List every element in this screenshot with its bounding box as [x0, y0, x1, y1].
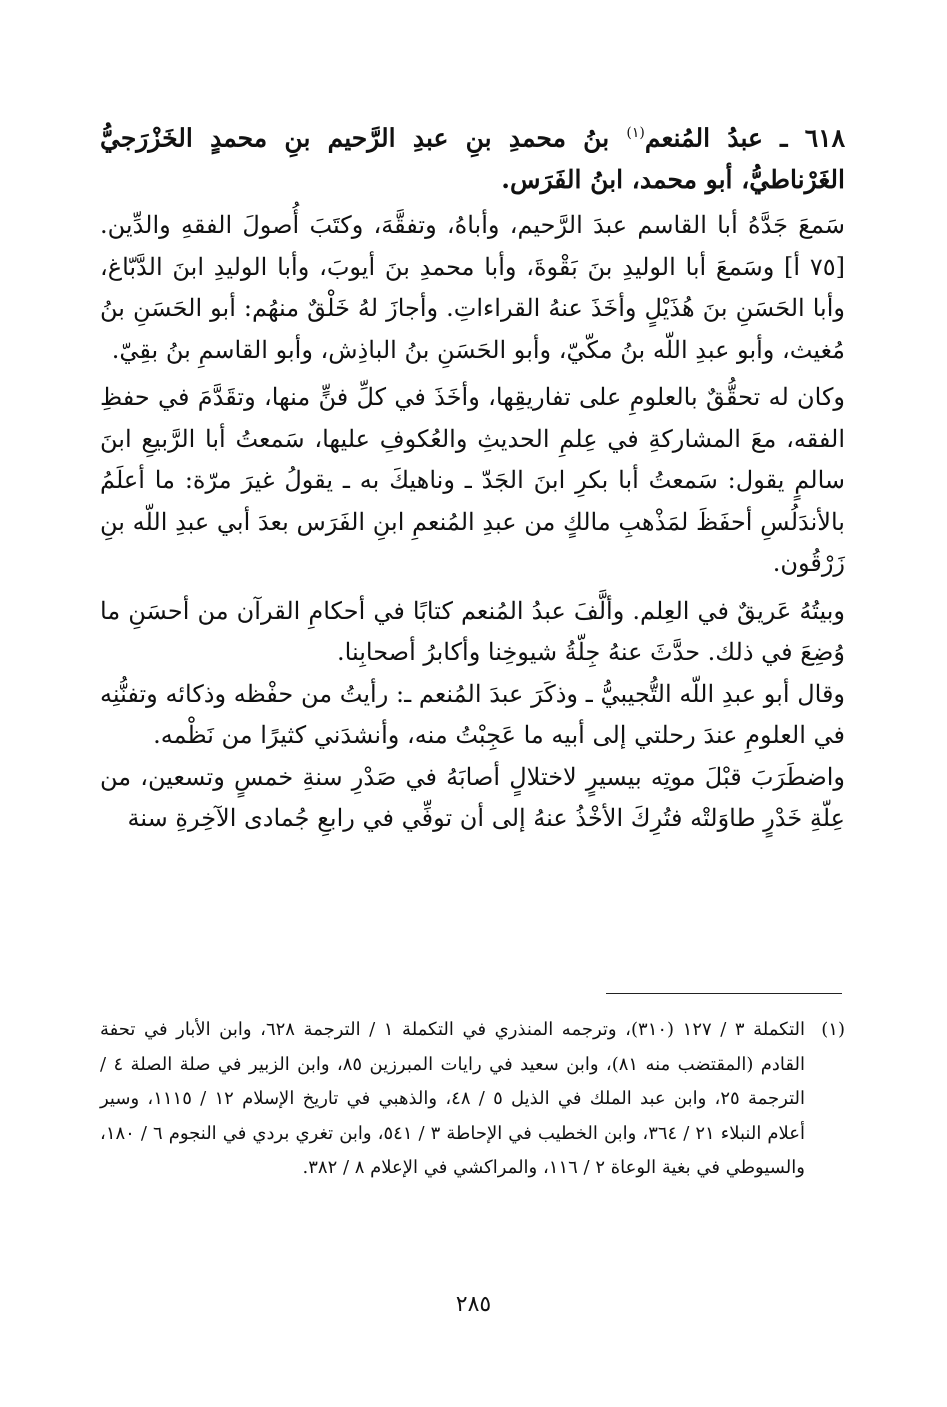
entry-dash: ـ — [762, 123, 805, 153]
entry-name-rest: بنُ محمدِ بنِ عبدِ الرَّحيم بنِ محمدٍ الخَزْرَجيُّ الغَرْناطيُّ، أبو محمد، ابنُ الفَرَس. — [100, 123, 845, 195]
entry-name: عبدُ المُنعم — [644, 123, 763, 153]
entry-number: ٦١٨ — [804, 123, 846, 153]
paragraph-2: وكان له تحقُّقٌ بالعلومِ على تفاريقِها، وأخَذَ في كلِّ فنٍّ منها، وتقَدَّمَ في حفظِ الفقه، معَ المشاركةِ في عِلمِ الحديثِ والعُكوفِ عليها، سَمعتُ أبا الرَّبيعِ ابنَ سالمٍ يقول: سَمعتُ أبا بكرِ ابنَ الجَدّ ـ وناهيكَ به ـ يقولُ غيرَ مرّة: ما أعلَمُ بالأندَلُسِ أحفَظَ لمَذْهبِ مالكٍ من عبدِ المُنعمِ ابنِ الفَرَس بعدَ أبي عبدِ اللّه بنِ زَرْقُون. — [100, 383, 845, 578]
footnote-number: (١) — [821, 1019, 845, 1040]
paragraph-5: واضطَرَبَ قبْلَ موتِه بيسيرٍ لاختلالٍ أصابَهُ في صَدْرِ سنةِ خمسٍ وتسعين، من عِلّةِ خَدْرٍ طاوَلتْه فتُرِكَ الأخْذُ عنهُ إلى أن توفِّي في رابعِ جُمادى الآخِرةِ سنة — [100, 762, 845, 833]
footnote-ref: (١) — [626, 125, 645, 141]
footnotes — [100, 1013, 845, 1186]
paragraph-1: سَمعَ جَدَّهُ أبا القاسم عبدَ الرَّحيم، وأباهُ، وتفقَّهَ، وكتَبَ أُصولَ الفقهِ والدِّين. [٧٥ أ] وسَمعَ أبا الوليدِ بنَ بَقْوةَ، وأبا محمدِ بنَ أيوبَ، وأبا الوليدِ ابنَ الدَّبّاغ، وأبا الحَسَنِ بنَ هُذَيْلٍ وأخَذَ عنهُ القراءاتِ. وأجازَ لهُ خَلْقٌ منهُم: أبو الحَسَنِ بنُ مُغيث، وأبو عبدِ اللّه بنُ مكّيّ، وأبو الحَسَنِ بنُ الباذِش، وأبو القاسمِ بنُ بقِيّ. — [100, 211, 845, 364]
footnote-divider — [606, 993, 842, 994]
entry-heading — [100, 112, 845, 201]
paragraph-3: وبيتُهُ عَريقٌ في العِلم. وألَّفَ عبدُ المُنعم كتابًا في أحكامِ القرآن من أحسَنِ ما وُضِعَ في ذلك. حدَّثَ عنهُ جِلّةُ شيوخِنا وأكابرُ أصحابِنا. — [100, 596, 845, 667]
footnote — [100, 1013, 845, 1186]
paragraph-4: وقال أبو عبدِ اللّه التُّجيبيُّ ـ وذكَرَ عبدَ المُنعم ـ: رأيتُ من حفْظه وذكائه وتفنُّنِه في العلومِ عندَ رحلتي إلى أبيه ما عَجِبْتُ منه، وأنشدَني كثيرًا من نَظْمه. — [100, 679, 845, 750]
main-text — [100, 112, 845, 840]
page-number: ٢٨٥ — [455, 1292, 492, 1317]
footnote-text: التكملة ٣ / ١٢٧ (٣١٠)، وترجمه المنذري في التكملة ١ / الترجمة ٦٢٨، وابن الأبار في تحفة القادم (المقتضب منه ٨١)، وابن سعيد في رايات المبرزين ٨٥، وابن الزبير في صلة الصلة ٤ / الترجمة ٢٥، وابن عبد الملك في الذيل ٥ / ٤٨، والذهبي في تاريخ الإسلام ١٢ / ١١١٥، وسير أعلام النبلاء ٢١ / ٣٦٤، وابن الخطيب في الإحاطة ٣ / ٥٤١، وابن تغري بردي في النجوم ٦ / ١٨٠، والسيوطي في بغية الوعاة ٢ / ١١٦، والمراكشي في الإعلام ٨ / ٣٨٢. — [100, 1019, 806, 1178]
